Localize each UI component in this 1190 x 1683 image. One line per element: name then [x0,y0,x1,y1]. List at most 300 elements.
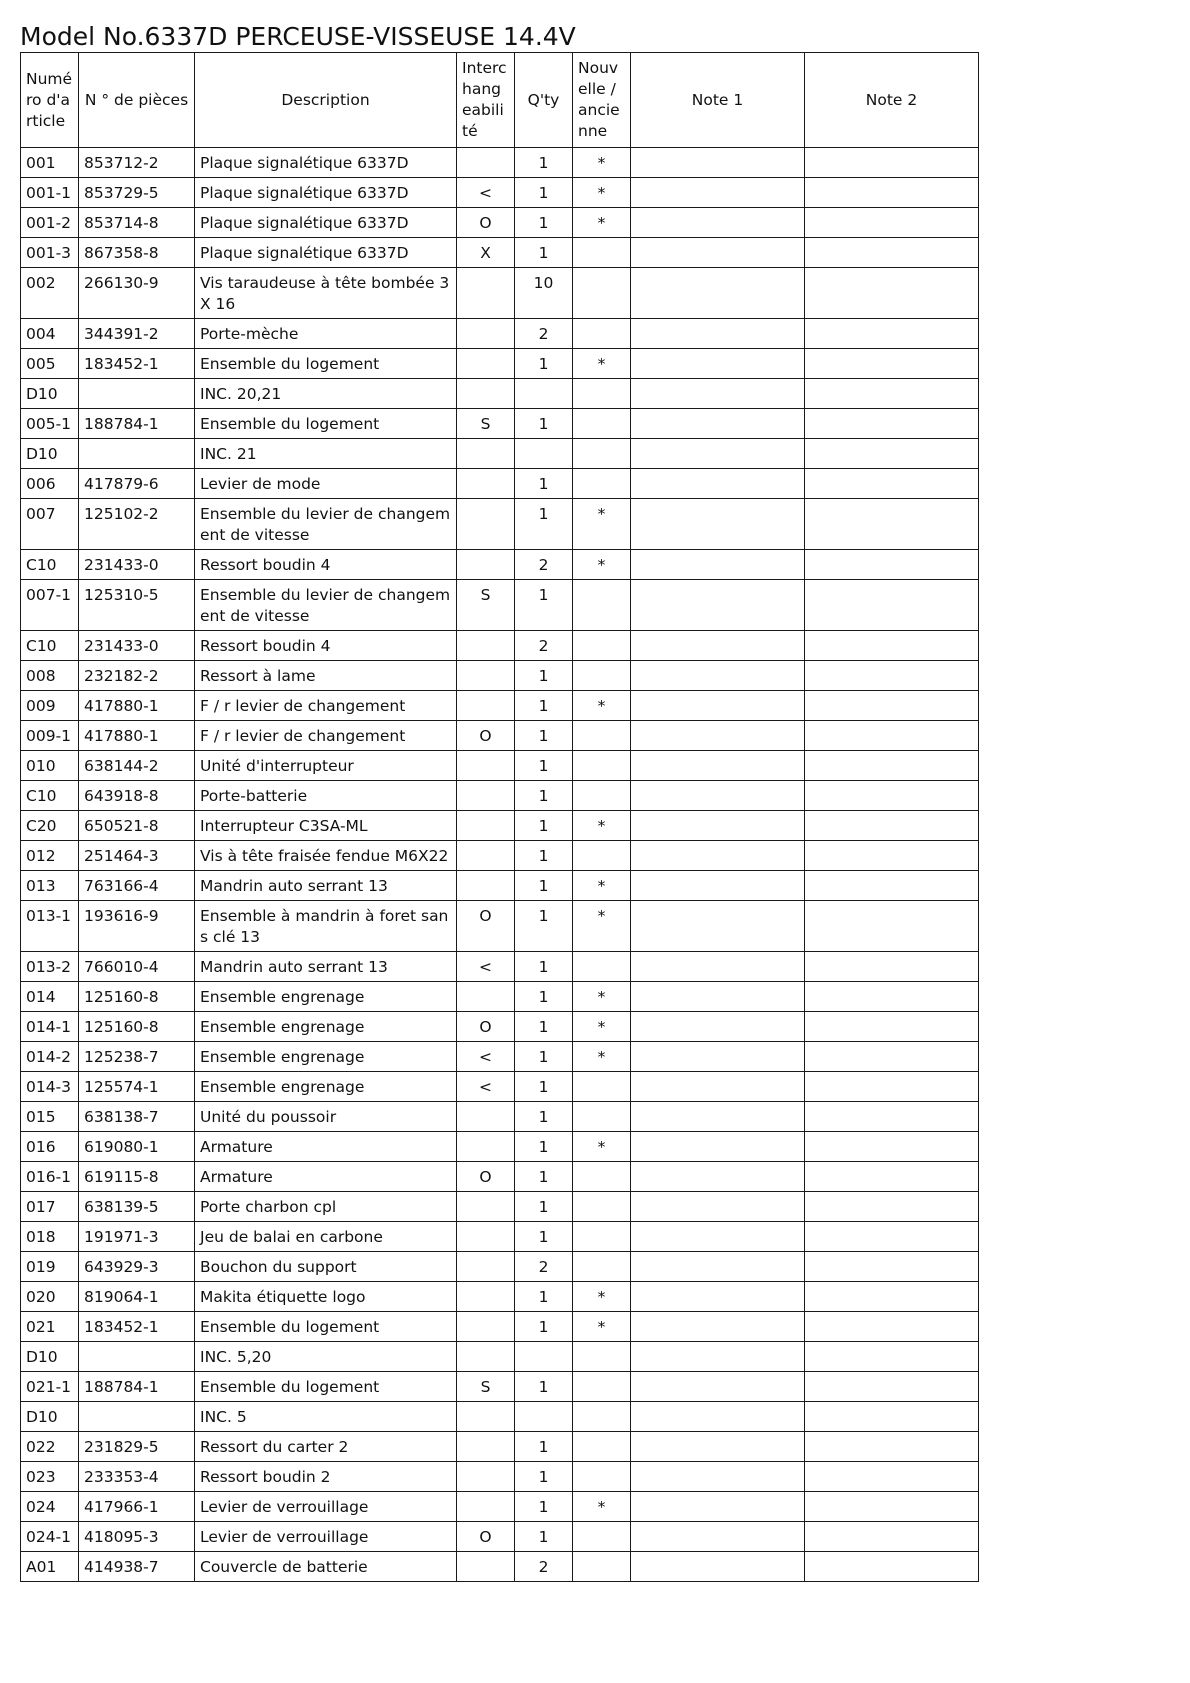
description-cell: Porte-batterie [195,781,457,811]
part-number-cell: 188784-1 [79,1372,195,1402]
table-row [21,1372,979,1402]
description-cell: Ressort boudin 2 [195,1462,457,1492]
table-row [21,631,979,661]
note-1-cell [631,982,805,1012]
table-row [21,550,979,580]
interchangeability-cell [457,751,515,781]
new-old-cell [573,238,631,268]
interchangeability-cell [457,1132,515,1162]
interchangeability-cell [457,1432,515,1462]
note-1-cell [631,1342,805,1372]
description-cell: INC. 20,21 [195,379,457,409]
table-row [21,1222,979,1252]
item-number-cell: 021 [21,1312,79,1342]
item-number-cell: 001-2 [21,208,79,238]
part-number-cell [79,1402,195,1432]
note-2-cell [805,1432,979,1462]
table-row [21,1492,979,1522]
new-old-cell: * [573,1492,631,1522]
table-row [21,1192,979,1222]
note-1-cell [631,580,805,631]
item-number-cell: 014-2 [21,1042,79,1072]
note-1-cell [631,499,805,550]
new-old-cell: * [573,208,631,238]
item-number-cell: 018 [21,1222,79,1252]
interchangeability-cell: S [457,580,515,631]
table-row [21,1552,979,1582]
note-1-cell [631,1312,805,1342]
new-old-cell [573,469,631,499]
note-1-cell [631,550,805,580]
table-row [21,1162,979,1192]
table-row [21,238,979,268]
description-cell: Levier de verrouillage [195,1492,457,1522]
new-old-cell: * [573,1042,631,1072]
header-interchangeability: Interchangeabilité [457,53,515,148]
item-number-cell: 024 [21,1492,79,1522]
interchangeability-cell [457,319,515,349]
quantity-cell: 2 [515,1252,573,1282]
part-number-cell: 619115-8 [79,1162,195,1192]
description-cell: F / r levier de changement [195,721,457,751]
table-row [21,1072,979,1102]
new-old-cell: * [573,691,631,721]
part-number-cell: 417966-1 [79,1492,195,1522]
table-row [21,871,979,901]
item-number-cell: 009 [21,691,79,721]
quantity-cell [515,379,573,409]
interchangeability-cell [457,781,515,811]
table-row [21,469,979,499]
item-number-cell: 022 [21,1432,79,1462]
quantity-cell: 1 [515,1492,573,1522]
table-row [21,1432,979,1462]
note-1-cell [631,1072,805,1102]
part-number-cell: 650521-8 [79,811,195,841]
interchangeability-cell [457,811,515,841]
note-2-cell [805,379,979,409]
interchangeability-cell [457,841,515,871]
table-row [21,208,979,238]
item-number-cell: A01 [21,1552,79,1582]
quantity-cell: 1 [515,1372,573,1402]
interchangeability-cell [457,871,515,901]
note-2-cell [805,871,979,901]
description-cell: Ensemble engrenage [195,1012,457,1042]
quantity-cell: 1 [515,1012,573,1042]
quantity-cell: 1 [515,1132,573,1162]
quantity-cell: 1 [515,1462,573,1492]
new-old-cell [573,1162,631,1192]
description-cell: Ensemble engrenage [195,1072,457,1102]
new-old-cell [573,1372,631,1402]
quantity-cell [515,1342,573,1372]
note-2-cell [805,1162,979,1192]
interchangeability-cell: O [457,1012,515,1042]
description-cell: Ressort boudin 4 [195,550,457,580]
interchangeability-cell [457,1342,515,1372]
new-old-cell [573,268,631,319]
note-1-cell [631,1192,805,1222]
table-row [21,1282,979,1312]
table-row [21,1252,979,1282]
interchangeability-cell [457,439,515,469]
note-2-cell [805,751,979,781]
quantity-cell [515,439,573,469]
quantity-cell: 1 [515,781,573,811]
item-number-cell: 007-1 [21,580,79,631]
description-cell: Plaque signalétique 6337D [195,238,457,268]
description-cell: Levier de mode [195,469,457,499]
table-row [21,1132,979,1162]
note-1-cell [631,751,805,781]
description-cell: Mandrin auto serrant 13 [195,952,457,982]
quantity-cell: 1 [515,409,573,439]
item-number-cell: 010 [21,751,79,781]
new-old-cell [573,781,631,811]
note-2-cell [805,439,979,469]
note-1-cell [631,631,805,661]
table-row [21,1462,979,1492]
header-item-no: Numéro d'article [21,53,79,148]
item-number-cell: 013-2 [21,952,79,982]
quantity-cell: 1 [515,952,573,982]
interchangeability-cell [457,148,515,178]
item-number-cell: 014-3 [21,1072,79,1102]
description-cell: Ensemble du levier de changem ent de vitesse [195,499,457,550]
note-1-cell [631,1282,805,1312]
note-1-cell [631,1492,805,1522]
table-header-row [21,53,979,148]
note-2-cell [805,1102,979,1132]
note-1-cell [631,1132,805,1162]
table-row [21,1342,979,1372]
description-cell: Ressort à lame [195,661,457,691]
new-old-cell [573,439,631,469]
table-row [21,781,979,811]
quantity-cell: 1 [515,1042,573,1072]
quantity-cell: 1 [515,1312,573,1342]
interchangeability-cell [457,1282,515,1312]
part-number-cell: 853712-2 [79,148,195,178]
item-number-cell: 014-1 [21,1012,79,1042]
item-number-cell: D10 [21,439,79,469]
quantity-cell: 1 [515,721,573,751]
table-row [21,319,979,349]
item-number-cell: 008 [21,661,79,691]
table-row [21,409,979,439]
part-number-cell: 638139-5 [79,1192,195,1222]
new-old-cell [573,751,631,781]
part-number-cell: 638144-2 [79,751,195,781]
note-1-cell [631,841,805,871]
interchangeability-cell: S [457,409,515,439]
item-number-cell: 023 [21,1462,79,1492]
new-old-cell: * [573,178,631,208]
interchangeability-cell [457,550,515,580]
description-cell: Plaque signalétique 6337D [195,148,457,178]
description-cell: INC. 21 [195,439,457,469]
new-old-cell: * [573,811,631,841]
table-row [21,439,979,469]
note-2-cell [805,208,979,238]
table-row [21,751,979,781]
quantity-cell: 1 [515,841,573,871]
new-old-cell: * [573,349,631,379]
note-2-cell [805,1042,979,1072]
item-number-cell: D10 [21,1402,79,1432]
description-cell: Plaque signalétique 6337D [195,208,457,238]
note-2-cell [805,811,979,841]
new-old-cell [573,1552,631,1582]
note-2-cell [805,178,979,208]
interchangeability-cell: S [457,1372,515,1402]
item-number-cell: 006 [21,469,79,499]
quantity-cell: 1 [515,148,573,178]
table-row [21,1102,979,1132]
interchangeability-cell [457,1102,515,1132]
interchangeability-cell [457,469,515,499]
table-row [21,661,979,691]
description-cell: Levier de verrouillage [195,1522,457,1552]
note-1-cell [631,1042,805,1072]
note-1-cell [631,439,805,469]
part-number-cell: 417879-6 [79,469,195,499]
part-number-cell: 853714-8 [79,208,195,238]
interchangeability-cell [457,1402,515,1432]
description-cell: Plaque signalétique 6337D [195,178,457,208]
new-old-cell: * [573,1312,631,1342]
part-number-cell: 183452-1 [79,349,195,379]
part-number-cell: 643929-3 [79,1252,195,1282]
description-cell: Ressort boudin 4 [195,631,457,661]
part-number-cell: 266130-9 [79,268,195,319]
new-old-cell [573,319,631,349]
part-number-cell [79,379,195,409]
note-1-cell [631,1462,805,1492]
description-cell: Mandrin auto serrant 13 [195,871,457,901]
header-note-1: Note 1 [631,53,805,148]
interchangeability-cell: < [457,952,515,982]
quantity-cell: 10 [515,268,573,319]
parts-table-body [21,148,979,1582]
interchangeability-cell [457,982,515,1012]
description-cell: Armature [195,1132,457,1162]
note-2-cell [805,148,979,178]
new-old-cell [573,631,631,661]
quantity-cell: 1 [515,469,573,499]
new-old-cell [573,1252,631,1282]
note-2-cell [805,409,979,439]
table-row [21,148,979,178]
note-1-cell [631,1552,805,1582]
item-number-cell: 005 [21,349,79,379]
note-2-cell [805,631,979,661]
note-1-cell [631,661,805,691]
description-cell: Unité d'interrupteur [195,751,457,781]
part-number-cell: 125238-7 [79,1042,195,1072]
note-2-cell [805,580,979,631]
part-number-cell [79,1342,195,1372]
description-cell: INC. 5 [195,1402,457,1432]
page-title: Model No.6337D PERCEUSE-VISSEUSE 14.4V [20,22,576,51]
new-old-cell [573,952,631,982]
new-old-cell: * [573,1012,631,1042]
note-2-cell [805,1552,979,1582]
quantity-cell: 1 [515,751,573,781]
description-cell: Ensemble du logement [195,1372,457,1402]
note-2-cell [805,1312,979,1342]
part-number-cell: 417880-1 [79,691,195,721]
interchangeability-cell [457,1192,515,1222]
note-2-cell [805,238,979,268]
table-row [21,691,979,721]
interchangeability-cell [457,1462,515,1492]
table-row [21,1042,979,1072]
item-number-cell: 002 [21,268,79,319]
new-old-cell: * [573,871,631,901]
item-number-cell: 014 [21,982,79,1012]
note-1-cell [631,1372,805,1402]
note-2-cell [805,952,979,982]
quantity-cell: 1 [515,1522,573,1552]
new-old-cell [573,841,631,871]
description-cell: Ensemble du logement [195,409,457,439]
note-1-cell [631,1162,805,1192]
description-cell: Ensemble du levier de changem ent de vitesse [195,580,457,631]
new-old-cell [573,1402,631,1432]
item-number-cell: 020 [21,1282,79,1312]
note-2-cell [805,841,979,871]
part-number-cell: 188784-1 [79,409,195,439]
description-cell: Vis à tête fraisée fendue M6X22 [195,841,457,871]
part-number-cell: 231433-0 [79,631,195,661]
quantity-cell: 1 [515,580,573,631]
note-1-cell [631,1402,805,1432]
note-2-cell [805,319,979,349]
quantity-cell: 1 [515,1192,573,1222]
quantity-cell: 2 [515,1552,573,1582]
quantity-cell: 1 [515,691,573,721]
item-number-cell: 021-1 [21,1372,79,1402]
note-2-cell [805,1192,979,1222]
table-row [21,982,979,1012]
note-1-cell [631,901,805,952]
part-number-cell: 125160-8 [79,982,195,1012]
note-2-cell [805,1012,979,1042]
note-2-cell [805,1282,979,1312]
description-cell: Porte charbon cpl [195,1192,457,1222]
interchangeability-cell: O [457,721,515,751]
note-2-cell [805,349,979,379]
note-1-cell [631,379,805,409]
parts-table [20,52,979,1582]
quantity-cell: 1 [515,349,573,379]
item-number-cell: 019 [21,1252,79,1282]
part-number-cell: 125574-1 [79,1072,195,1102]
note-1-cell [631,148,805,178]
part-number-cell: 853729-5 [79,178,195,208]
part-number-cell: 125102-2 [79,499,195,550]
quantity-cell: 1 [515,871,573,901]
part-number-cell: 643918-8 [79,781,195,811]
note-1-cell [631,349,805,379]
interchangeability-cell [457,268,515,319]
table-row [21,349,979,379]
new-old-cell: * [573,1132,631,1162]
item-number-cell: 013 [21,871,79,901]
quantity-cell: 1 [515,661,573,691]
note-2-cell [805,499,979,550]
interchangeability-cell [457,499,515,550]
description-cell: Unité du poussoir [195,1102,457,1132]
note-2-cell [805,1492,979,1522]
description-cell: Ensemble engrenage [195,982,457,1012]
new-old-cell [573,1222,631,1252]
note-1-cell [631,1252,805,1282]
part-number-cell: 344391-2 [79,319,195,349]
new-old-cell: * [573,148,631,178]
quantity-cell: 1 [515,499,573,550]
quantity-cell: 2 [515,631,573,661]
item-number-cell: 001 [21,148,79,178]
item-number-cell: 001-3 [21,238,79,268]
note-1-cell [631,268,805,319]
description-cell: Jeu de balai en carbone [195,1222,457,1252]
item-number-cell: 007 [21,499,79,550]
new-old-cell: * [573,499,631,550]
part-number-cell: 867358-8 [79,238,195,268]
quantity-cell: 1 [515,1222,573,1252]
description-cell: Interrupteur C3SA-ML [195,811,457,841]
note-1-cell [631,691,805,721]
description-cell: Ensemble du logement [195,1312,457,1342]
new-old-cell [573,661,631,691]
note-2-cell [805,1462,979,1492]
part-number-cell: 638138-7 [79,1102,195,1132]
table-row [21,1522,979,1552]
new-old-cell [573,379,631,409]
interchangeability-cell: O [457,1522,515,1552]
note-1-cell [631,871,805,901]
note-2-cell [805,1132,979,1162]
quantity-cell: 1 [515,982,573,1012]
note-2-cell [805,1522,979,1552]
table-row [21,721,979,751]
quantity-cell: 2 [515,319,573,349]
interchangeability-cell [457,379,515,409]
note-1-cell [631,469,805,499]
header-description: Description [195,53,457,148]
part-number-cell: 619080-1 [79,1132,195,1162]
interchangeability-cell: O [457,901,515,952]
item-number-cell: 005-1 [21,409,79,439]
quantity-cell: 1 [515,208,573,238]
item-number-cell: 013-1 [21,901,79,952]
item-number-cell: D10 [21,379,79,409]
new-old-cell: * [573,901,631,952]
new-old-cell: * [573,550,631,580]
note-1-cell [631,721,805,751]
part-number-cell: 417880-1 [79,721,195,751]
part-number-cell: 183452-1 [79,1312,195,1342]
item-number-cell: C20 [21,811,79,841]
quantity-cell: 1 [515,178,573,208]
part-number-cell: 233353-4 [79,1462,195,1492]
note-1-cell [631,952,805,982]
part-number-cell: 125160-8 [79,1012,195,1042]
note-1-cell [631,238,805,268]
